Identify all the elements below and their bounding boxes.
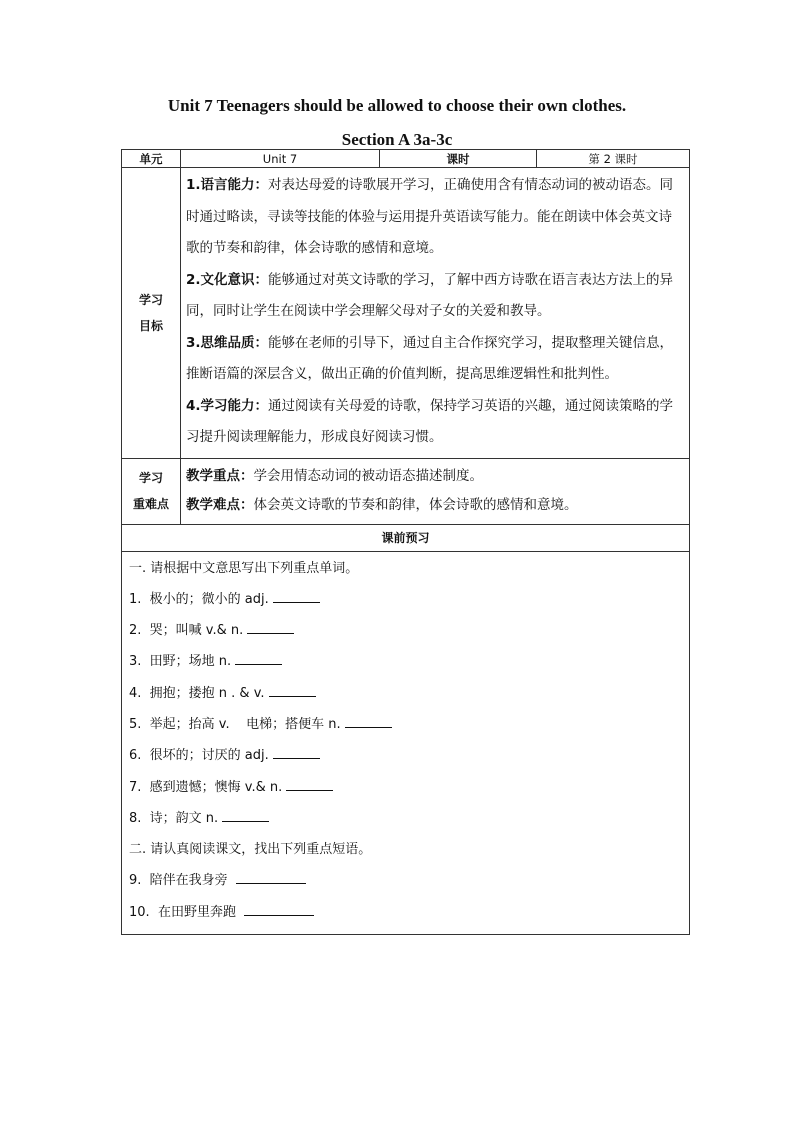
objectives-label-line2: 目标 bbox=[138, 318, 163, 333]
unit-label: 单元 bbox=[122, 150, 181, 168]
word-item: 8. 诗；韵文 n. bbox=[129, 803, 689, 834]
part2-instruction: 二. 请认真阅读课文，找出下列重点短语。 bbox=[129, 842, 372, 858]
word-item: 2. 哭；叫喊 v.& n. bbox=[129, 615, 689, 646]
header-row bbox=[122, 150, 690, 168]
preview-heading: 课前预习 bbox=[122, 524, 690, 551]
unit-value: Unit 7 bbox=[181, 150, 380, 168]
word-item: 4. 拥抱；搂抱 n . & v. bbox=[129, 678, 689, 709]
answer-blank[interactable] bbox=[273, 746, 320, 759]
answer-blank[interactable] bbox=[286, 778, 333, 791]
objective-item: 2.文化意识：能够通过对英文诗歌的学习，了解中西方诗歌在语言表达方法上的异同，同时让学生在阅读中学会理解父母对子女的关爱和教导。 bbox=[186, 271, 674, 319]
phrase-item: 9. 陪伴在我身旁 bbox=[129, 865, 689, 896]
difficult-point: 教学难点：体会英文诗歌的节奏和韵律，体会诗歌的感情和意境。 bbox=[186, 496, 578, 513]
period-label: 课时 bbox=[380, 150, 537, 168]
answer-blank[interactable] bbox=[273, 590, 320, 603]
section-subtitle: Section A 3a-3c bbox=[341, 130, 453, 149]
objective-item: 4.学习能力：通过阅读有关母爱的诗歌，保持学习英语的兴趣，通过阅读策略的学习提升阅读理解能力，形成良好阅读习惯。 bbox=[186, 397, 674, 445]
objectives-label bbox=[122, 168, 181, 459]
difficulties-label-line1: 学习 bbox=[138, 471, 163, 485]
answer-blank[interactable] bbox=[244, 903, 314, 916]
exercise-content bbox=[122, 551, 690, 935]
phrase-item: 10. 在田野里奔跑 bbox=[129, 897, 689, 928]
answer-blank[interactable] bbox=[345, 715, 392, 728]
part1-instruction: 一. 请根据中文意思写出下列重点单词。 bbox=[129, 560, 359, 576]
preview-heading-row bbox=[122, 524, 690, 551]
objectives-content bbox=[181, 168, 690, 459]
difficulties-content bbox=[181, 458, 690, 524]
key-point: 教学重点：学会用情态动词的被动语态描述制度。 bbox=[186, 467, 483, 484]
document-title: Unit 7 Teenagers should be allowed to choose their own clothes. bbox=[167, 96, 627, 115]
word-item: 7. 感到遗憾；懊悔 v.& n. bbox=[129, 772, 689, 803]
word-item: 5. 举起；抬高 v. 电梯；搭便车 n. bbox=[129, 709, 689, 740]
objectives-label-line1: 学习 bbox=[138, 292, 163, 307]
difficulties-label bbox=[122, 458, 181, 524]
word-item: 6. 很坏的；讨厌的 adj. bbox=[129, 740, 689, 771]
word-item: 1. 极小的；微小的 adj. bbox=[129, 584, 689, 615]
answer-blank[interactable] bbox=[269, 684, 316, 697]
answer-blank[interactable] bbox=[236, 871, 306, 884]
objective-item: 3.思维品质：能够在老师的引导下，通过自主合作探究学习，提取整理关键信息，推断语篇的深层含义，做出正确的价值判断，提高思维逻辑性和批判性。 bbox=[186, 334, 674, 382]
difficulties-label-line2: 重难点 bbox=[132, 497, 169, 511]
lesson-plan-table bbox=[121, 149, 690, 935]
objective-item: 1.语言能力：对表达母爱的诗歌展开学习，正确使用含有情态动词的被动语态。同时通过略读，寻读等技能的体验与运用提升英语读写能力。能在朗读中体会英文诗歌的节奏和韵律，体会诗歌的感情和意境。 bbox=[186, 177, 674, 256]
word-item: 3. 田野；场地 n. bbox=[129, 646, 689, 677]
difficulties-row bbox=[122, 458, 690, 524]
answer-blank[interactable] bbox=[247, 621, 294, 634]
exercise-row bbox=[122, 551, 690, 935]
answer-blank[interactable] bbox=[235, 652, 282, 665]
answer-blank[interactable] bbox=[222, 809, 269, 822]
objectives-row bbox=[122, 168, 690, 459]
period-value: 第 2 课时 bbox=[537, 150, 690, 168]
